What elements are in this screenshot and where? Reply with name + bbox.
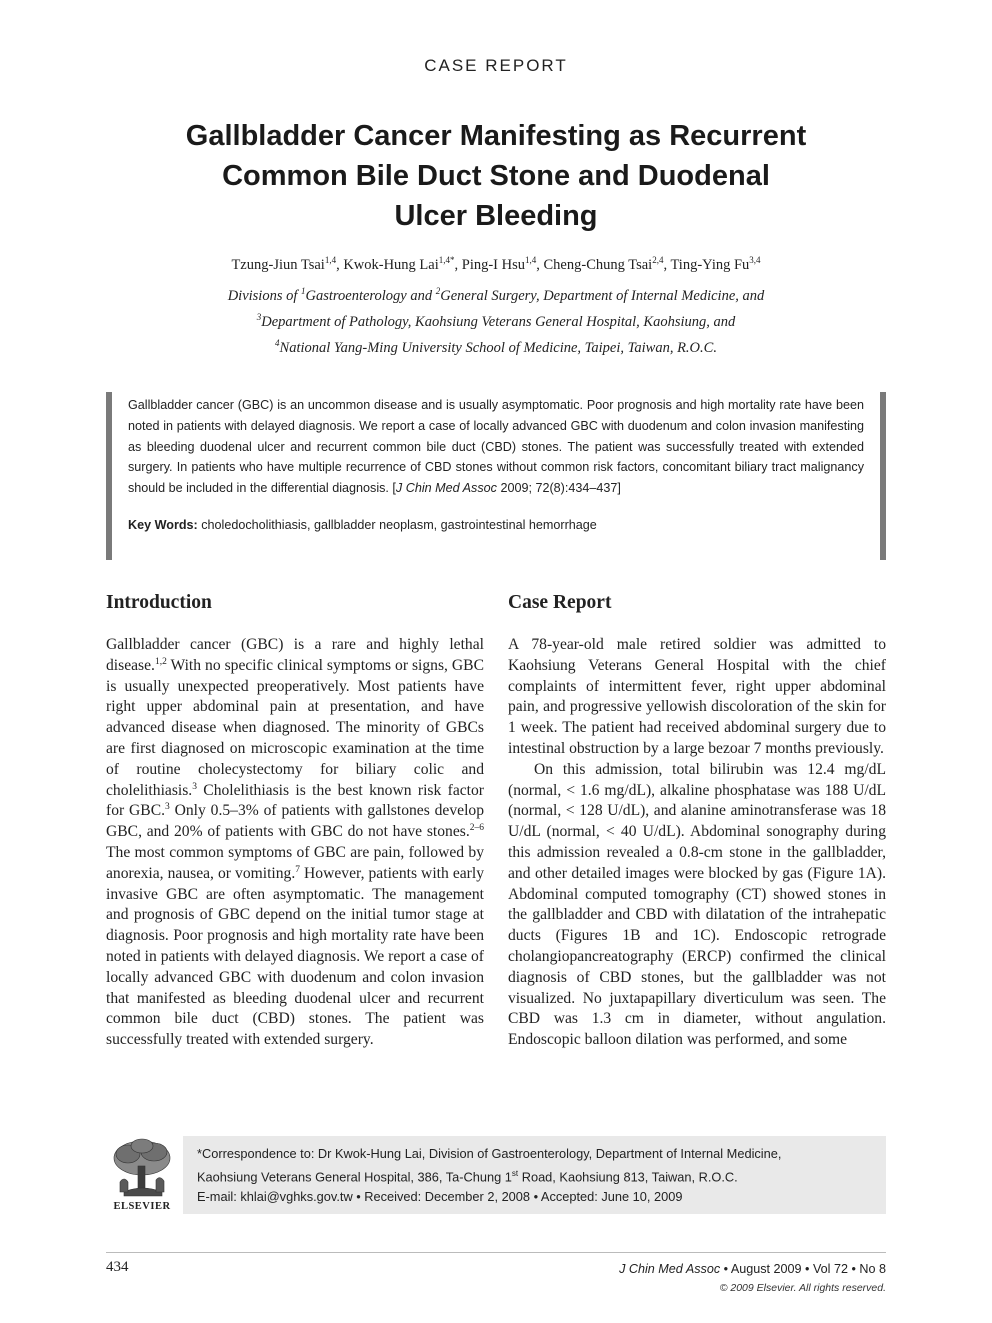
- case-report-paragraph: A 78-year-old male retired soldier was admitted to Kaohsiung Veterans General Hospital with the chief complaints of intermittent fever, right upper abdominal pain, and progressive yellowish discoloration of the skin for 1 week. The patient had received abdominal surgery due to intestinal obstruction by a large bezoar 7 months previously.: [508, 636, 886, 757]
- author-affiliation-sup: 1,4: [324, 255, 337, 265]
- body-text: However, patients with early invasive GBC are often asymptomatic. The management and prognosis of GBC depend on the initial tumor stage at diagnosis. Poor prognosis and high mortality rate have been noted in patients with delayed diagnosis. We report a case of locally advanced GBC with duodenum and colon invasion that manifested as bleeding duodenal ulcer and recurrent common bile duct (CBD) stones. The patient was successfully treated with extended surgery.: [106, 864, 484, 1049]
- body-text: The most common symptoms of GBC are pain, followed by anorexia, nausea, or vomiting.: [106, 843, 484, 882]
- affiliation-text: Divisions of: [227, 287, 302, 304]
- affiliation-sup: 3: [256, 311, 262, 322]
- body-text: Cholelithiasis is the best known risk factor for GBC.: [106, 781, 484, 820]
- journal-name: J Chin Med Assoc: [619, 1262, 721, 1276]
- copyright: © 2009 Elsevier. All rights reserved.: [719, 1282, 886, 1294]
- affiliation-sup: 4: [275, 337, 280, 348]
- footer-divider: [106, 1252, 886, 1253]
- citation-ref: 2–6: [469, 822, 484, 833]
- citation-ref: 7: [295, 864, 300, 875]
- journal-info: [619, 1262, 886, 1276]
- author-name: Cheng-Chung Tsai: [543, 256, 653, 273]
- abstract-citation: 2009; 72(8):434–437]: [496, 481, 621, 496]
- case-report-paragraph: On this admission, total bilirubin was 12.4 mg/dL (normal, < 1.6 mg/dL), alkaline phosphatase was 188 U/dL (normal, < 128 U/dL), and alanine aminotransferase was 18 U/dL (normal, < 40 U/dL). Abdominal sonography during this admission revealed a 0.8-cm stone in the gallbladder, and other detailed images were blocked by gas (Figure 1A). Abdominal computed tomography (CT) showed stones in the gallbladder and CBD with dilatation of the intrahepatic ducts (Figures 1B and 1C). Endoscopic retrograde cholangiopancreatography (ERCP) confirmed the clinical diagnosis of CBD stones, but the gallbladder was not visualized. No juxtapapillary diverticulum was seen. The CBD was 1.3 cm in diameter, without angulation. Endoscopic balloon dilation was performed, and some: [508, 760, 886, 1049]
- author-name: Ping-I Hsu: [461, 256, 526, 273]
- author-list: Tzung-Jiun Tsai$^{1,4}$, Kwok-Hung Lai$^{1,4*}$, Ping-I Hsu$^{1,4}$, Cheng-Chung Tsai$^{2,4}$, Ting-Ying Fu$^{3,4}$: [231, 255, 761, 273]
- abstract-citation-journal: J Chin Med Assoc: [395, 481, 497, 496]
- introduction-section: [106, 592, 484, 1051]
- introduction-paragraph: [106, 635, 484, 1051]
- publisher-logo-text: ELSEVIER: [113, 1201, 171, 1212]
- correspondence-text: Kaohsiung Veterans General Hospital, 386, Ta-Chung 1: [197, 1169, 512, 1185]
- author-name: Tzung-Jiun Tsai: [231, 256, 325, 273]
- abstract-box: [106, 392, 886, 560]
- body-text: Gallbladder cancer (GBC) is a rare and highly lethal disease.: [106, 636, 484, 674]
- author-affiliation-sup: 2,4: [652, 255, 664, 265]
- citation-ref: 1,2: [154, 656, 167, 667]
- abstract-body: Gallbladder cancer (GBC) is an uncommon disease and is usually asymptomatic. Poor prognosis and high mortality rate have been noted in patients with delayed diagnosis. We report a case of locally advanced GBC with duodenum and colon invasion manifesting as bleeding duodenal ulcer and recurrent common bile duct (CBD) stones. The patient was successfully treated with extended surgery. In patients who have multiple recurrence of CBD stones without common risk factors, concomitant biliary tract malignancy should be included in the differential diagnosis. [: [128, 398, 864, 496]
- correspondence-line: [197, 1164, 874, 1187]
- keywords-label: Key Words:: [128, 517, 198, 532]
- affiliation-text: National Yang-Ming University School of Medicine, Taipei, Taiwan, R.O.C.: [279, 339, 717, 356]
- tree-icon: [106, 1136, 178, 1200]
- title-line-3: Ulcer Bleeding: [394, 200, 598, 232]
- section-heading: Introduction: [106, 592, 212, 613]
- title-line-2: Common Bile Duct Stone and Duodenal: [222, 160, 770, 192]
- body-text: Only 0.5–3% of patients with gallstones develop GBC, and 20% of patients with GBC do not have stones.: [106, 802, 485, 841]
- author-affiliation-sup: 1,4: [525, 255, 537, 265]
- section-label: CASE REPORT: [424, 56, 568, 75]
- body-text: With no specific clinical symptoms or signs, GBC is usually unexpected preoperatively. Most patients have right upper abdominal pain at presentation, and have advanced disease when diagnosed. The minority of GBCs are first diagnosed on microscopic examination at the time of routine cholecystectomy for biliary colic and cholelithiasis.: [106, 656, 484, 799]
- correspondence-sup: st: [511, 1169, 519, 1178]
- affiliation-line-3: [150, 333, 842, 359]
- correspondence-line: *Correspondence to: Dr Kwok-Hung Lai, Division of Gastroenterology, Department of Internal Medicine,: [197, 1146, 782, 1161]
- citation-ref: 3: [192, 781, 197, 792]
- page-number: 434: [106, 1259, 129, 1275]
- affiliation-line-2: [150, 307, 842, 333]
- affiliation-text: General Surgery, Department of Internal Medicine, and: [440, 287, 765, 304]
- section-heading: Case Report: [508, 592, 612, 613]
- author-affiliation-sup: 3,4: [749, 255, 761, 265]
- affiliation-line-1: [150, 281, 842, 307]
- case-report-section: [508, 592, 886, 1051]
- author-affiliation-sup: 1,4*: [438, 255, 455, 265]
- article-title: [130, 116, 862, 236]
- affiliation-text: Department of Pathology, Kaohsiung Veterans General Hospital, Kaohsiung, and: [261, 313, 736, 330]
- correspondence-box: [183, 1136, 886, 1214]
- citation-ref: 3: [165, 802, 170, 813]
- affiliation-sup: 2: [435, 286, 441, 296]
- keywords: [128, 518, 864, 532]
- author-name: Kwok-Hung Lai: [343, 256, 439, 273]
- affiliation-sup: 1: [301, 286, 306, 296]
- title-line-1: Gallbladder Cancer Manifesting as Recurrent: [185, 120, 807, 152]
- affiliations: [150, 281, 842, 358]
- correspondence-line: E-mail: khlai@vghks.gov.tw • Received: December 2, 2008 • Accepted: June 10, 2009: [197, 1189, 683, 1205]
- keywords-list: choledocholithiasis, gallbladder neoplasm, gastrointestinal hemorrhage: [197, 517, 597, 532]
- journal-issue: • August 2009 • Vol 72 • No 8: [720, 1262, 886, 1276]
- affiliation-text: Gastroenterology and: [305, 287, 436, 304]
- author-name: Ting-Ying Fu: [670, 256, 750, 273]
- abstract-text: [128, 395, 864, 499]
- correspondence-text: Road, Kaohsiung 813, Taiwan, R.O.C.: [518, 1169, 738, 1185]
